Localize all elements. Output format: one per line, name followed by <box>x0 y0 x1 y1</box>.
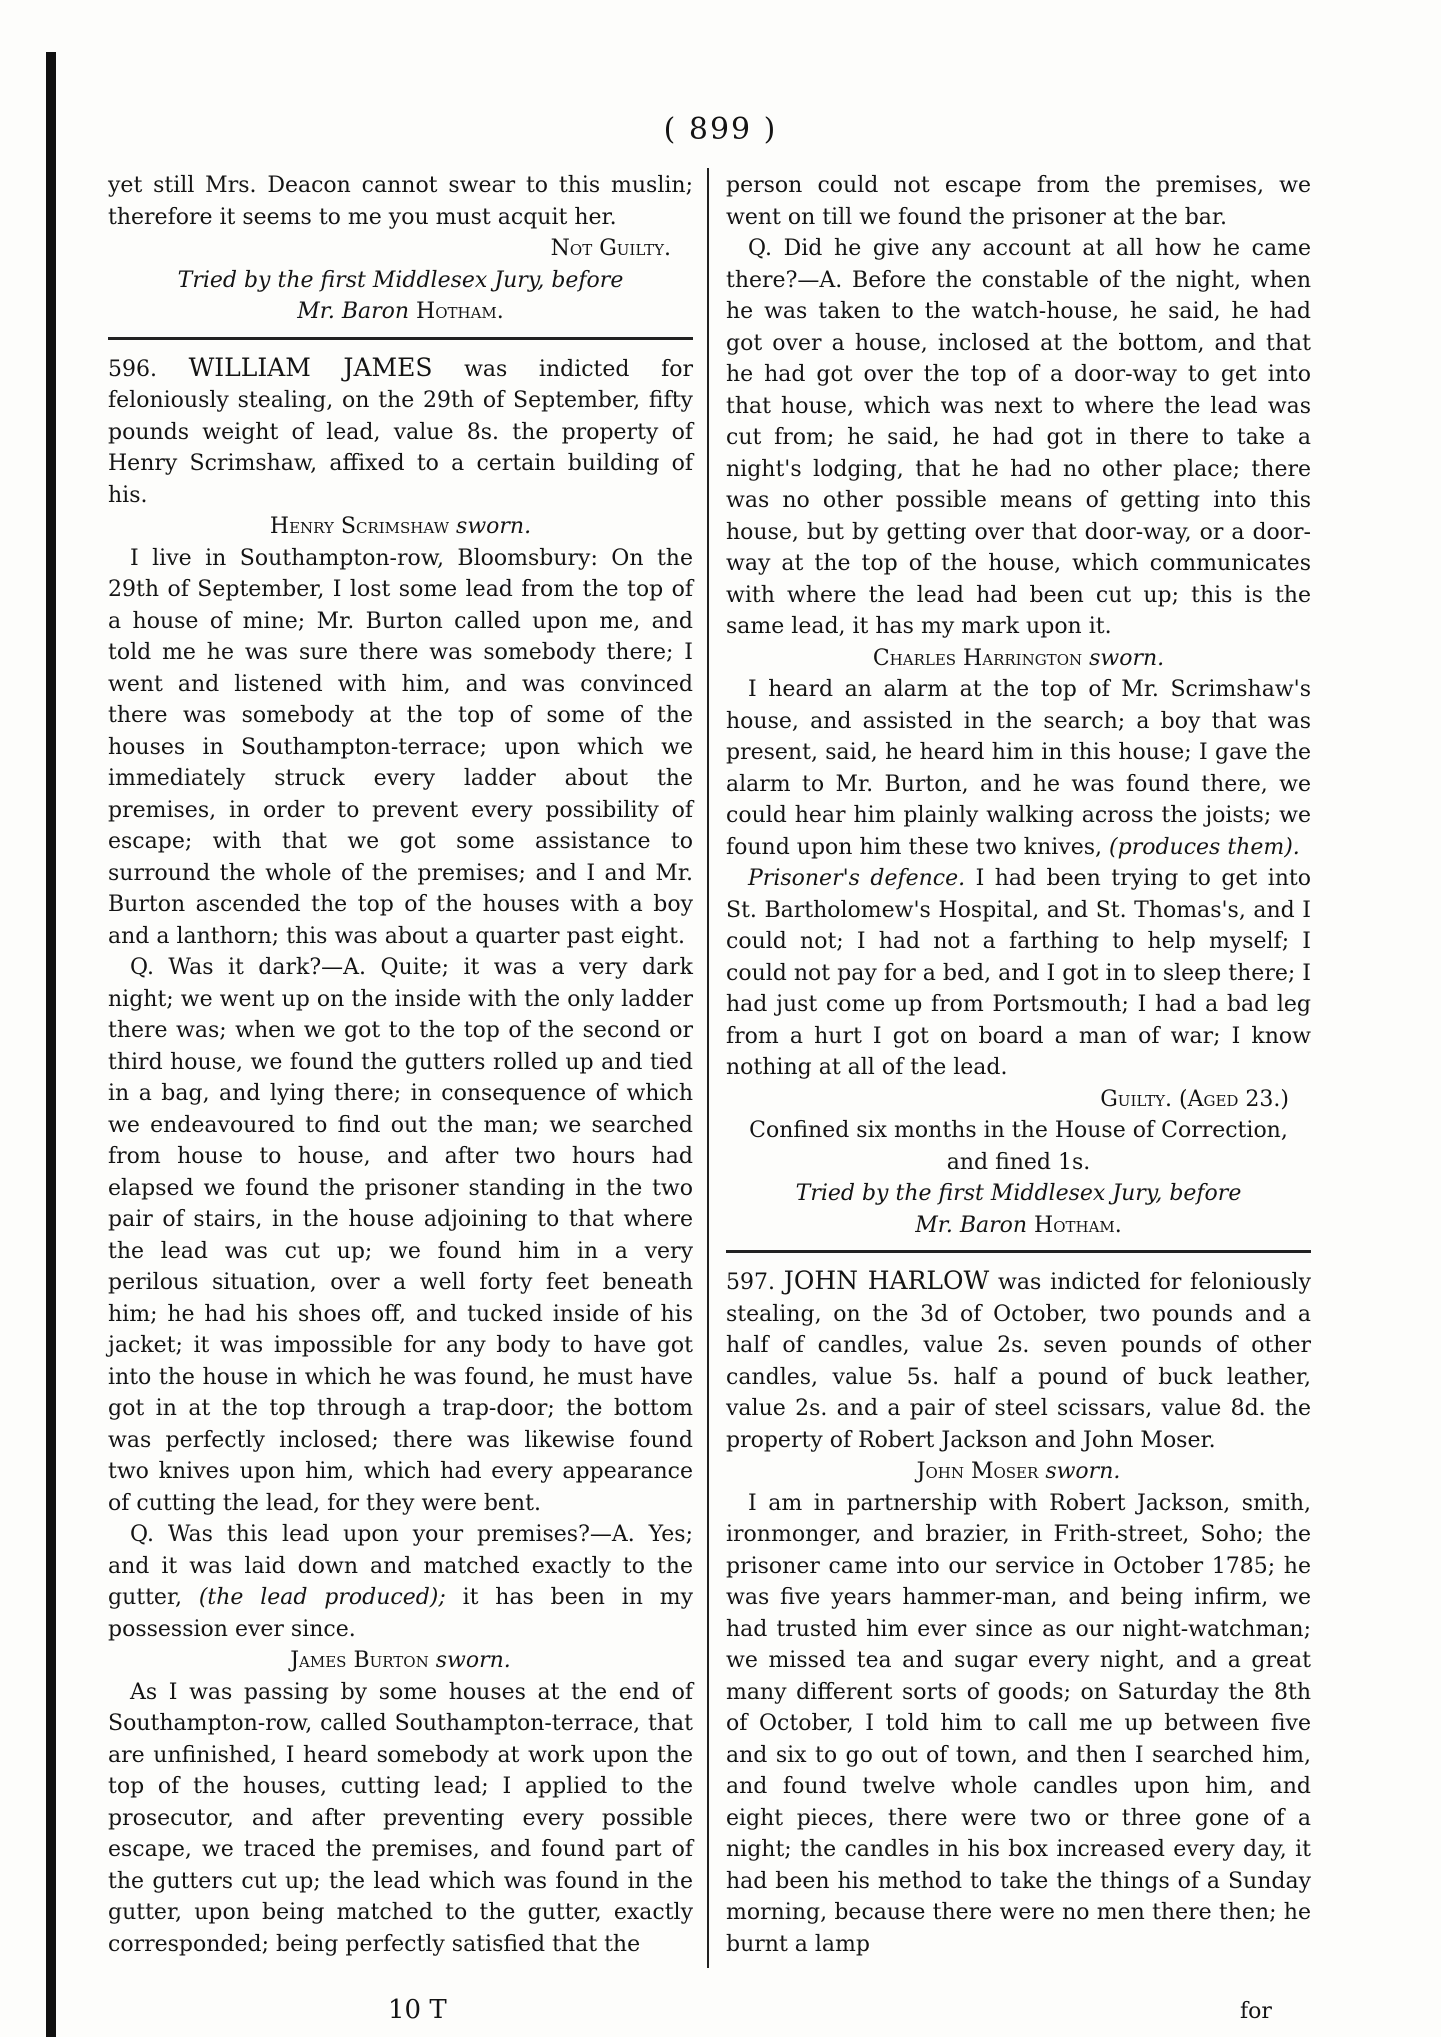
catchword: for <box>1240 1999 1272 2024</box>
witness-heading <box>726 643 1311 675</box>
testimony-paragraph: I live in Southampton-row, Bloomsbury: On the 29th of September, I lost some lead from the top of a house of mine; Mr. Burton called upon me, and told me he was sure there was somebody there; I went and listened with him, and was convinced there was somebody at the top of some of the houses in Southampton-terrace; upon which we immediately struck every ladder about the premises, in order to prevent every possibility of escape; with that we got some assistance to surround the whole of the premises; and I and Mr. Burton ascended the top of the houses with a boy and a lanthorn; this was about a quarter past eight. <box>108 545 693 949</box>
witness-name: Henry Scrimshaw <box>269 514 450 539</box>
verdict-not-guilty: Not Guilty. <box>550 236 671 261</box>
case-596-heading <box>108 352 693 512</box>
left-column <box>108 170 693 1960</box>
case-597-heading <box>726 1265 1311 1456</box>
witness-heading <box>108 1645 693 1677</box>
judge-line <box>726 1210 1311 1242</box>
testimony-paragraph <box>726 674 1311 863</box>
case-number: 596. <box>108 356 157 382</box>
defendant-name: JOHN HARLOW <box>783 1266 990 1295</box>
defence-label: Prisoner's defence. <box>748 866 966 891</box>
defence-paragraph <box>726 863 1311 1084</box>
testimony-paragraph: I am in partnership with Robert Jackson, smith, ironmonger, and brazier, in Frith-street, Soho; the prisoner came into our service in October 1785; he was five years hammer-man, and being infirm, we had trusted him ever since as our night-watchman; we missed tea and sugar every night, and a great many different sorts of goods; on Saturday the 8th of October, I told him to call me up between five and six to go out of town, and then I searched him, and found twelve whole candles upon him, and eight pieces, there were two or three gone of a night; the candles in his box increased every day, it had been his method to take the things of a Sunday morning, because there were no men there then; he burnt a lamp <box>726 1490 1311 1957</box>
judge-title: Mr. Baron <box>297 299 410 324</box>
question-answer: Q. Did he give any account at all how he came there?—A. Before the constable of the night, when he was taken to the watch-house, he said, he had got over a house, inclosed at the bottom, and that he had got over the top of a door-way to get into that house, which was next to where the lead was cut from; he said, he had got in there to take a night's lodging, that he had no other place; there was no other possible means of getting into this house, but by getting over that door-way, or a door-way at the top of the house, which communicates with where the lead had been cut up; this is the same lead, it has my mark upon it. <box>726 236 1311 639</box>
qa-text: it has been in my possession ever since. <box>108 1585 693 1642</box>
sworn-label: sworn. <box>435 1648 511 1673</box>
indictment-text: was indicted for feloniously stealing, on the 3d of October, two pounds and a half of candles, value 2s. seven pounds of other candles, value 5s. half a pound of buck leather, value 2s. and a pair of steel scissars, value 8d. the property of Robert Jackson and John Moser. <box>726 1270 1312 1453</box>
page-number: ( 899 ) <box>663 112 778 147</box>
testimony-paragraph: As I was passing by some houses at the end of Southampton-row, called Southampton-terrace, that are unfinished, I heard somebody at work upon the top of the houses, cutting lead; I applied to the prosecutor, and after preventing every possible escape, we traced the premises, and found part of the gutters cut up; the lead which was found in the gutter, upon being matched to the gutter, exactly corresponded; being perfectly satisfied that the <box>108 1679 693 1957</box>
witness-heading <box>726 1456 1311 1488</box>
tried-by-line: Tried by the first Middlesex Jury, before <box>795 1181 1242 1206</box>
page-edge-bar <box>46 52 56 2037</box>
case-separator <box>726 1250 1311 1253</box>
stage-direction: (the lead produced); <box>198 1585 446 1610</box>
sentence-line: Confined six months in the House of Correction, <box>749 1118 1288 1143</box>
sworn-label: sworn. <box>1045 1459 1121 1484</box>
indictment-text: was indicted for feloniously stealing, on the 29th of September, fifty pounds weight of lead, value 8s. the property of Henry Scrimshaw, affixed to a certain building of his. <box>108 356 693 508</box>
stage-direction: (produces them). <box>1109 834 1300 860</box>
question-answer: Q. Was it dark?—A. Quite; it was a very dark night; we went up on the inside with the only ladder there was; when we got to the top of the second or third house, we found the gutters rolled up and tied in a bag, and lying there; in consequence of which we endeavoured to find out the man; we searched from house to house, and after two hours had elapsed we found the prisoner standing in the two pair of stairs, in the house adjoining to that where the lead was cut up; we found him in a very perilous situation, over a well forty feet beneath him; he had his shoes off, and tucked inside of his jacket; it was impossible for any body to have got into the house in which he was found, he must have got in at the top through a trap-door; the bottom was perfectly inclosed; there was likewise found two knives upon him, which had every appearance of cutting the lead, for they were bent. <box>108 955 693 1516</box>
paragraph: yet still Mrs. Deacon cannot swear to this muslin; therefore it seems to me you must acquit her. <box>108 173 693 230</box>
defendant-name: WILLIAM JAMES <box>188 352 433 382</box>
signature-mark: 10 T <box>388 1995 447 2025</box>
sentence-line: and fined 1s. <box>946 1149 1091 1175</box>
case-separator <box>108 337 693 340</box>
verdict-guilty: Guilty. (Aged 23.) <box>1100 1086 1289 1112</box>
judge-title: Mr. Baron <box>915 1212 1028 1238</box>
testimony-text: I heard an alarm at the top of Mr. Scrimshaw's house, and assisted in the search; a boy that was present, said, he heard him in this house; I gave the alarm to Mr. Burton, and he was found there, we could hear him plainly walking across the joists; we found upon him these two knives, <box>726 677 1311 860</box>
qa-text: Q. Was this lead upon your premises?—A. Yes; and it was laid down and matched exactly to the gutter, <box>108 1522 693 1610</box>
case-number: 597. <box>726 1270 775 1295</box>
witness-name: John Moser <box>916 1459 1039 1484</box>
sworn-label: sworn. <box>456 514 532 539</box>
witness-heading <box>108 511 693 543</box>
tried-by-line: Tried by the first Middlesex Jury, before <box>177 267 624 293</box>
question-answer <box>108 1519 693 1645</box>
sworn-label: sworn. <box>1089 645 1165 671</box>
witness-name: Charles Harrington <box>872 645 1083 671</box>
judge-name: Hotham. <box>416 299 504 324</box>
judge-line <box>108 296 693 328</box>
judge-name: Hotham. <box>1034 1212 1122 1238</box>
defence-text: I had been trying to get into St. Bartholomew's Hospital, and St. Thomas's, and I could not; I had not a farthing to help myself; I could not pay for a bed, and I got in to sleep there; I had just come up from Portsmouth; I had a bad leg from a hurt I got on board a man of war; I know nothing at all of the lead. <box>726 866 1312 1080</box>
right-column <box>726 170 1311 1960</box>
paragraph: person could not escape from the premises, we went on till we found the prisoner at the bar. <box>726 173 1311 230</box>
witness-name: James Burton <box>290 1648 429 1673</box>
column-rule <box>707 168 709 1968</box>
